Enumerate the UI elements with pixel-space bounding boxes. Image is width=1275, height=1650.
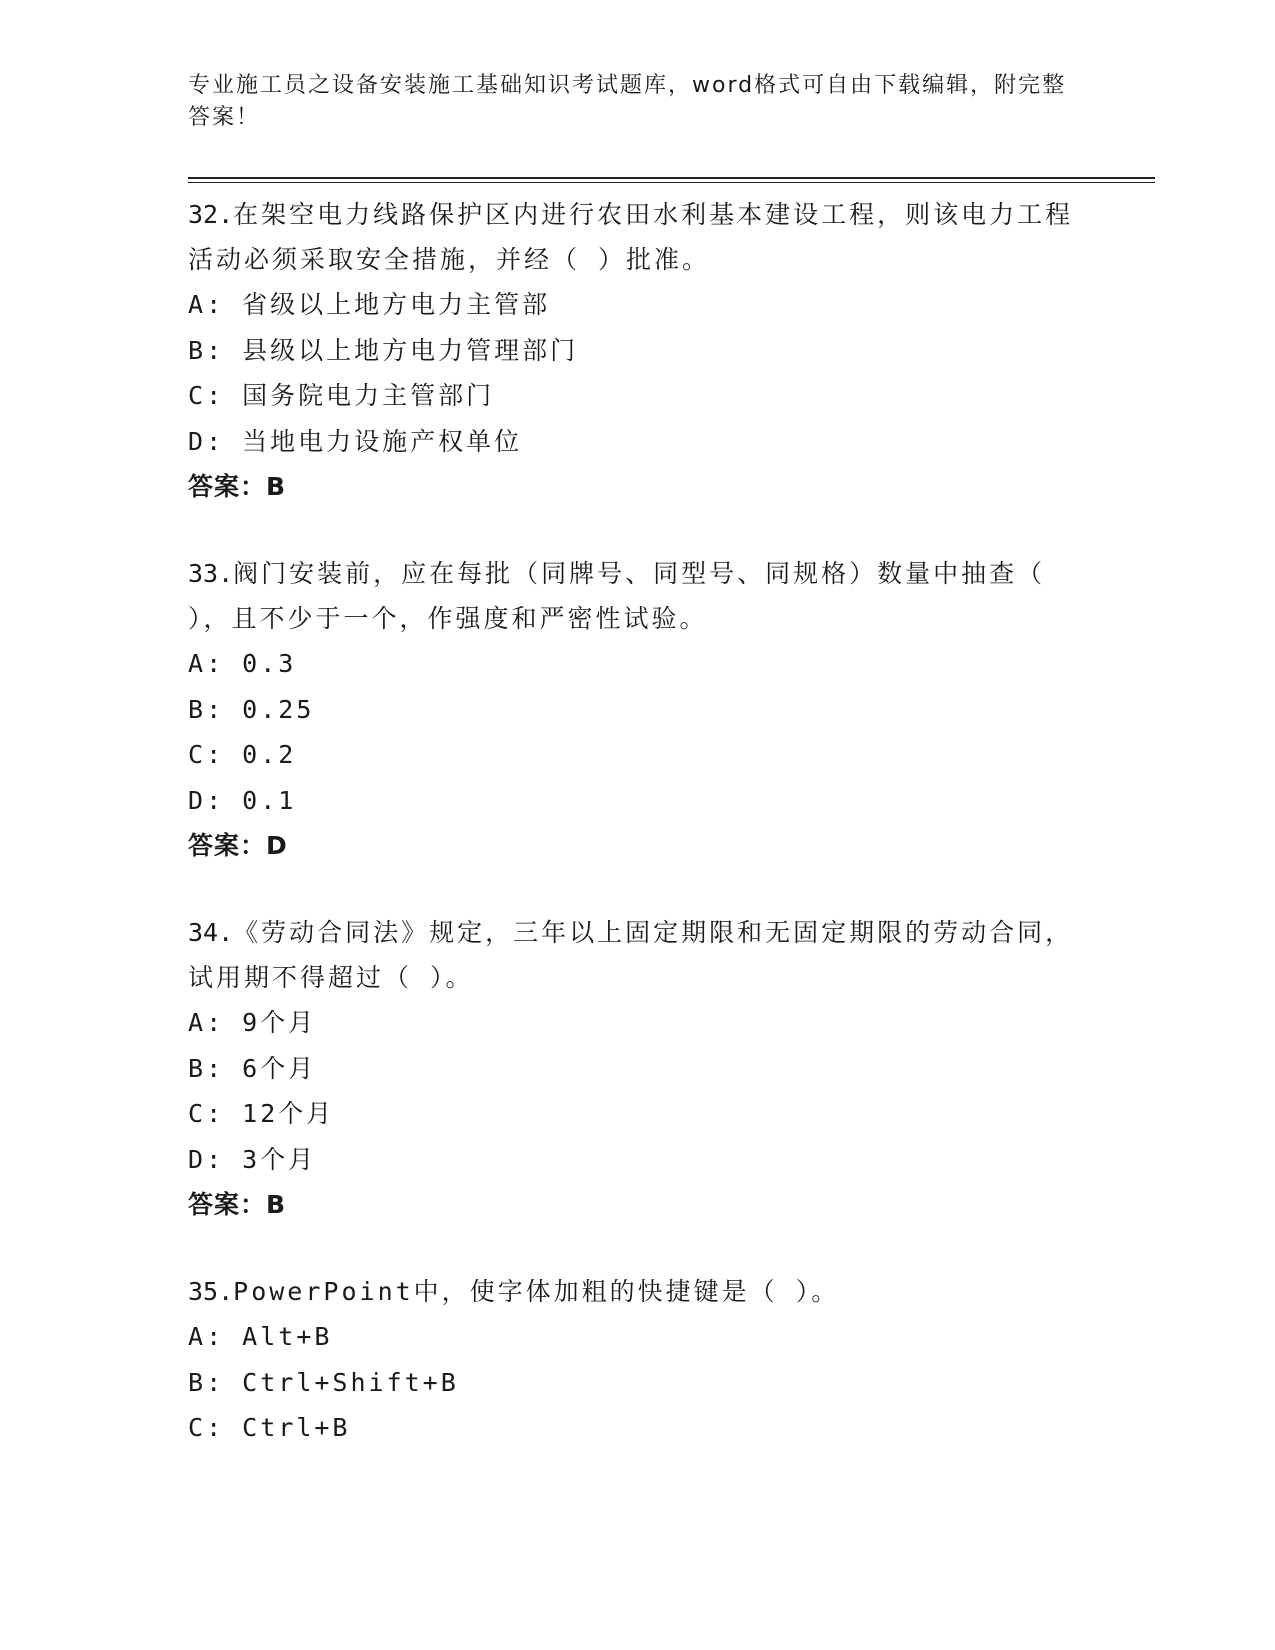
answer-option <box>188 1091 1088 1137</box>
question-item <box>188 551 1088 868</box>
option-text: 县级以上地方电力管理部门 <box>242 335 579 365</box>
question-text: 《劳动合同法》规定，三年以上固定期限和无固定期限的劳动合同，试用期不得超过（ ）。 <box>188 918 1074 992</box>
answer-option <box>188 778 1088 824</box>
option-key: C <box>188 1099 207 1128</box>
answer-option <box>188 373 1088 419</box>
answer-option <box>188 1405 1088 1451</box>
option-key: A <box>188 290 207 319</box>
question-stem <box>188 551 1088 641</box>
option-separator: : <box>206 785 243 815</box>
option-separator: : <box>206 649 243 678</box>
question-stem <box>188 910 1088 1000</box>
answer-option <box>188 1137 1088 1183</box>
option-key: A <box>188 1322 207 1351</box>
answer-option <box>188 1360 1088 1406</box>
question-stem <box>188 192 1088 282</box>
answer-line <box>188 464 1088 509</box>
answer-option <box>188 641 1088 687</box>
option-key: C <box>188 740 207 769</box>
option-separator: : <box>206 694 243 724</box>
answer-option <box>188 282 1088 328</box>
question-number: 33. <box>188 559 234 588</box>
option-text: 0.3 <box>242 649 297 678</box>
answer-label: 答案： <box>188 1190 267 1219</box>
question-number: 32. <box>188 200 234 229</box>
option-key: B <box>188 1053 207 1083</box>
option-text: 国务院电力主管部门 <box>242 381 495 410</box>
question-number: 34. <box>188 918 234 947</box>
question-item <box>188 192 1088 509</box>
option-separator: : <box>206 1008 243 1037</box>
option-separator: : <box>206 1144 243 1174</box>
option-text: Ctrl+Shift+B <box>242 1367 459 1397</box>
option-separator: : <box>206 335 243 365</box>
option-text: 0.25 <box>242 694 315 724</box>
option-separator: : <box>206 1322 243 1351</box>
answer-label: 答案： <box>188 831 267 860</box>
option-text: 12个月 <box>242 1099 335 1128</box>
option-key: B <box>188 1367 207 1397</box>
answer-option <box>188 687 1088 733</box>
answer-label: 答案： <box>188 472 267 501</box>
option-key: A <box>188 1008 207 1037</box>
option-separator: : <box>206 426 243 456</box>
header-divider-thin <box>188 182 1155 183</box>
option-text: Ctrl+B <box>242 1413 351 1442</box>
answer-value: D <box>266 831 288 860</box>
answer-line <box>188 1182 1088 1227</box>
option-key: D <box>188 1144 207 1174</box>
option-text: 3个月 <box>242 1144 317 1174</box>
option-key: A <box>188 649 207 678</box>
answer-option <box>188 419 1088 465</box>
option-text: 0.1 <box>242 785 297 815</box>
answer-option <box>188 1000 1088 1046</box>
option-text: 省级以上地方电力主管部 <box>242 290 551 319</box>
option-key: B <box>188 694 207 724</box>
answer-option <box>188 1314 1088 1360</box>
question-list <box>188 192 1088 1493</box>
option-text: Alt+B <box>242 1322 333 1351</box>
option-text: 6个月 <box>242 1053 317 1083</box>
option-text: 0.2 <box>242 740 297 769</box>
answer-value: B <box>266 1190 287 1219</box>
question-text: PowerPoint中，使字体加粗的快捷键是（ ）。 <box>233 1277 840 1306</box>
header-divider-thick <box>188 177 1155 179</box>
option-text: 9个月 <box>242 1008 317 1037</box>
option-separator: : <box>206 1099 243 1128</box>
document-header: 专业施工员之设备安装施工基础知识考试题库，word格式可自由下载编辑，附完整答案！ <box>188 73 1067 130</box>
option-key: D <box>188 426 207 456</box>
question-stem <box>188 1269 1088 1314</box>
answer-option <box>188 732 1088 778</box>
answer-value: B <box>266 472 287 501</box>
option-key: C <box>188 1413 207 1442</box>
question-number: 35. <box>188 1277 234 1306</box>
answer-line <box>188 823 1088 868</box>
option-key: B <box>188 335 207 365</box>
answer-option <box>188 1046 1088 1092</box>
answer-option <box>188 328 1088 374</box>
option-separator: : <box>206 740 243 769</box>
option-separator: : <box>206 1053 243 1083</box>
option-separator: : <box>206 290 243 319</box>
question-item <box>188 1269 1088 1451</box>
option-key: D <box>188 785 207 815</box>
option-separator: : <box>206 1367 243 1397</box>
option-key: C <box>188 381 207 410</box>
option-text: 当地电力设施产权单位 <box>242 426 523 456</box>
question-text: 在架空电力线路保护区内进行农田水利基本建设工程，则该电力工程活动必须采取安全措施，并经（ ）批准。 <box>188 200 1074 274</box>
option-separator: : <box>206 1413 243 1442</box>
question-text: 阀门安装前，应在每批（同牌号、同型号、同规格）数量中抽查（ ），且不少于一个，作强度和严密性试验。 <box>188 559 1046 633</box>
option-separator: : <box>206 381 243 410</box>
question-item <box>188 910 1088 1227</box>
